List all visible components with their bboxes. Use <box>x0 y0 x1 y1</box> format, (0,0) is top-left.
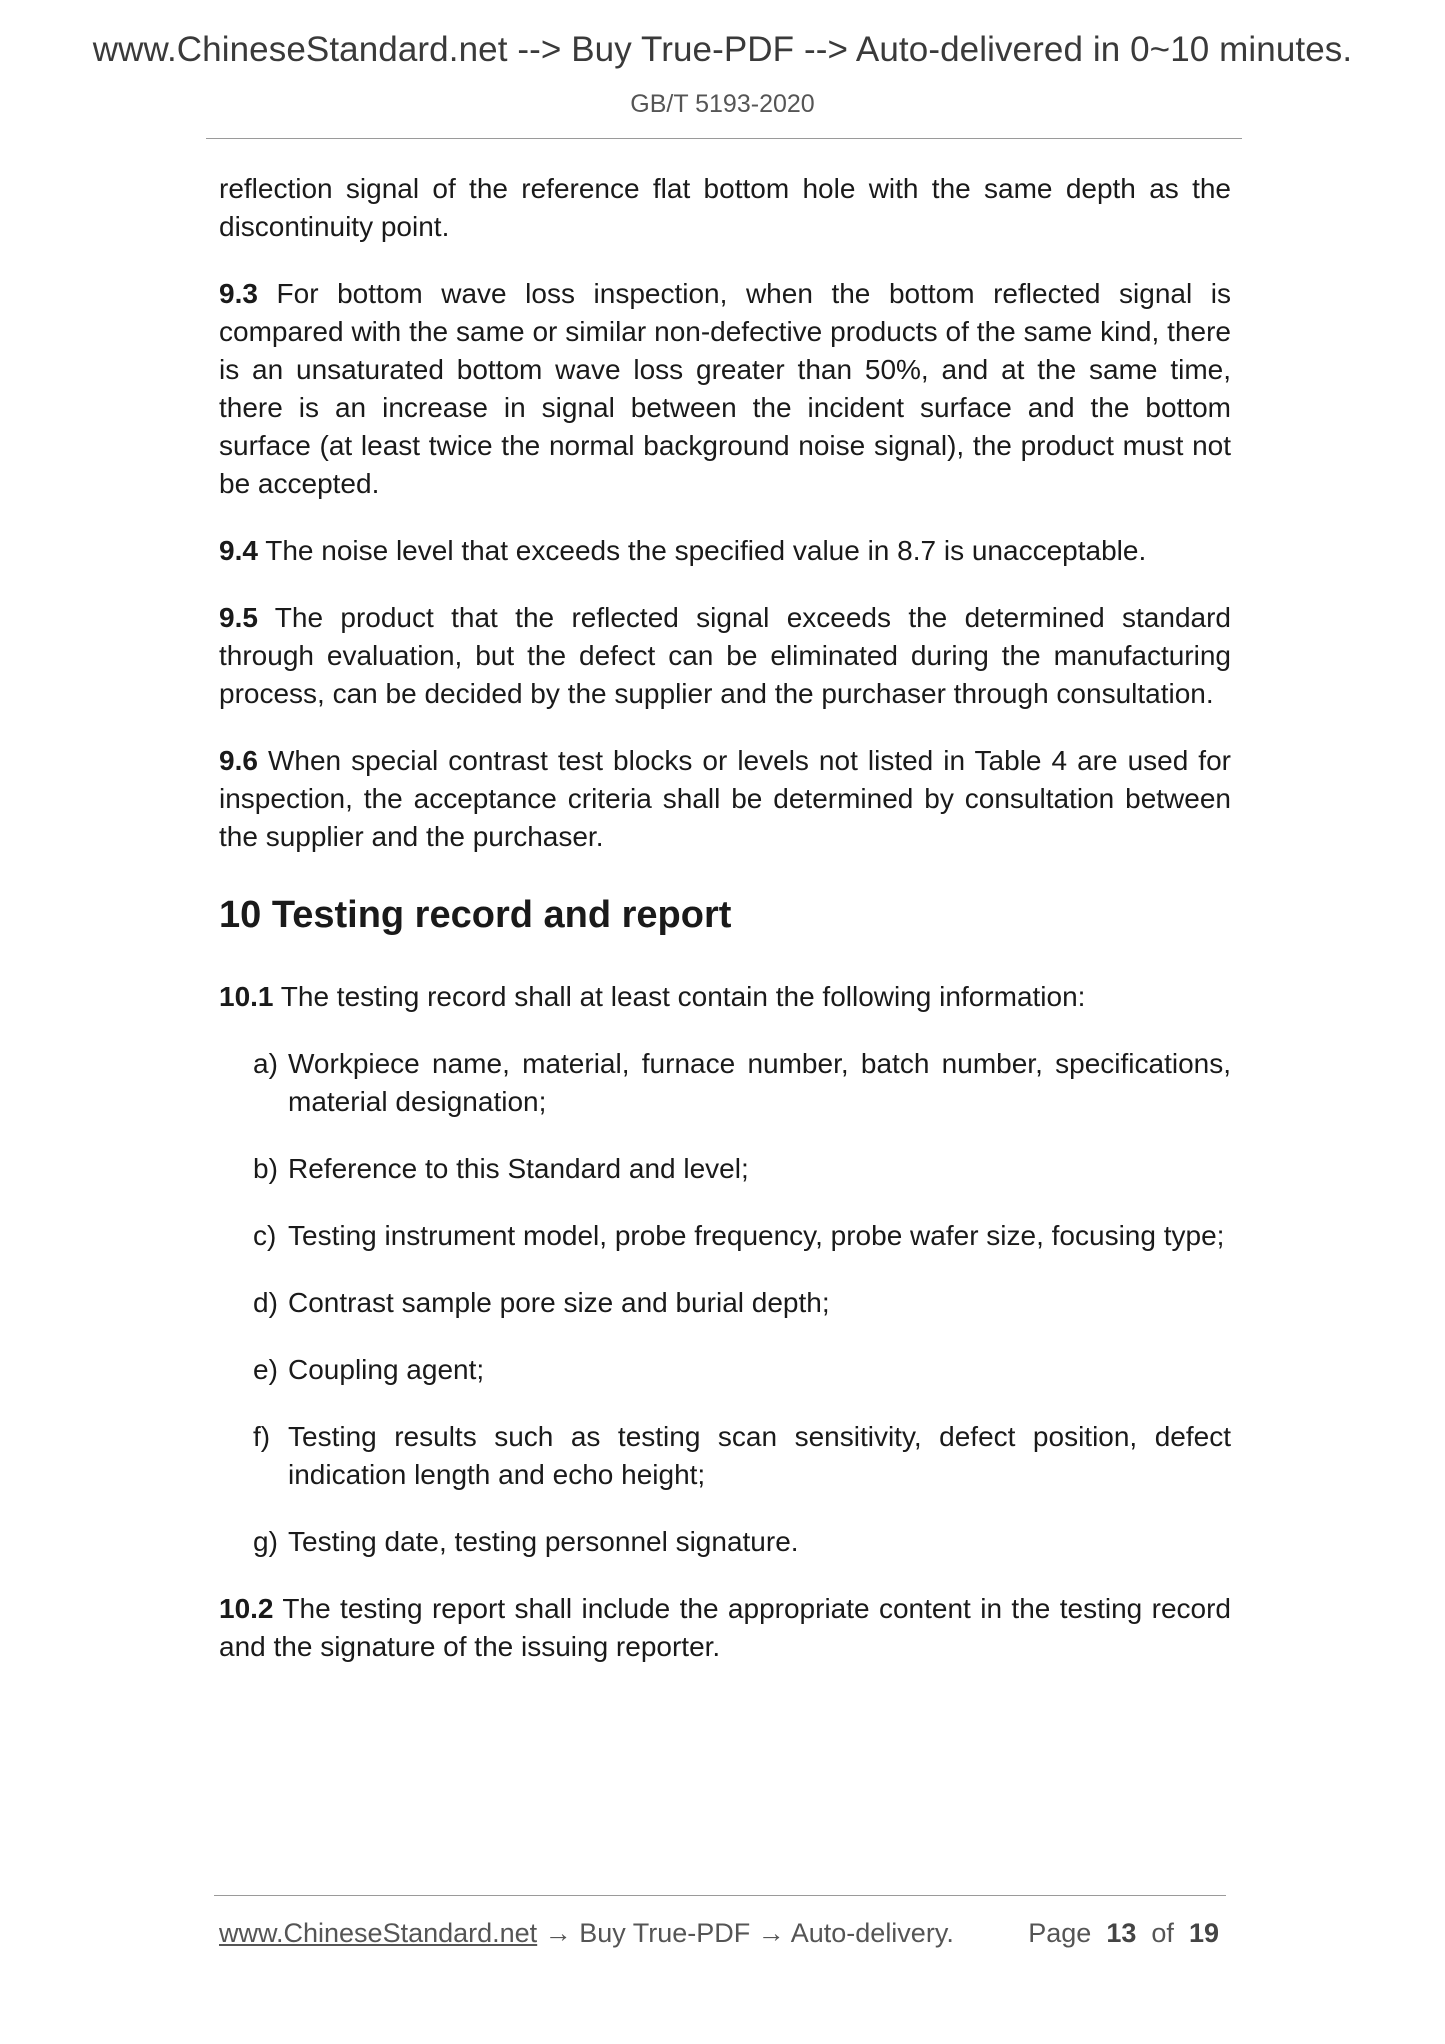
list-item <box>253 1351 1231 1389</box>
list-marker: c) <box>253 1220 277 1251</box>
clause-text: The noise level that exceeds the specified value in 8.7 is unacceptable. <box>265 535 1147 566</box>
clause-9-4 <box>219 532 1231 570</box>
section-10-heading: 10 Testing record and report <box>219 894 732 936</box>
list-item <box>253 1045 1231 1121</box>
page-of-label: of <box>1151 1918 1174 1948</box>
clause-text: The product that the reflected signal exceeds the determined standard through evaluation, but the defect can be eliminated during the manufacturing process, can be decided by the supplier and the purchaser through consultation. <box>219 602 1231 709</box>
clause-number: 9.5 <box>219 602 258 633</box>
list-item <box>253 1523 1231 1561</box>
footer-divider <box>214 1895 1226 1896</box>
continuation-paragraph: reflection signal of the reference flat bottom hole with the same depth as the discontinuity point. <box>219 173 1231 242</box>
footer-site-link[interactable]: www.ChineseStandard.net <box>219 1918 538 1948</box>
list-item-text: Contrast sample pore size and burial depth; <box>288 1287 830 1318</box>
clause-9-3 <box>219 275 1231 503</box>
clause-number: 10.1 <box>219 981 274 1012</box>
clause-text: The testing report shall include the appropriate content in the testing record and the signature of the issuing reporter. <box>219 1593 1232 1662</box>
list-item <box>253 1217 1231 1255</box>
list-marker: g) <box>253 1526 278 1557</box>
clause-9-6 <box>219 742 1231 856</box>
footer-tagline-text: → Buy True-PDF → Auto-delivery. <box>537 1918 954 1948</box>
clause-10-1 <box>219 978 1231 1016</box>
list-marker: a) <box>253 1048 278 1079</box>
list-item-text: Testing instrument model, probe frequency, probe wafer size, focusing type; <box>288 1220 1225 1251</box>
list-marker: e) <box>253 1354 278 1385</box>
clause-number: 9.6 <box>219 745 258 776</box>
total-pages-number: 19 <box>1188 1918 1219 1948</box>
clause-number: 9.3 <box>219 278 258 309</box>
list-marker: f) <box>253 1421 271 1452</box>
list-item-text: Testing results such as testing scan sensitivity, defect position, defect indication length and echo height; <box>288 1421 1231 1490</box>
list-item-text: Testing date, testing personnel signature. <box>288 1526 799 1557</box>
clause-number: 10.2 <box>219 1593 274 1624</box>
clause-10-2 <box>219 1590 1231 1666</box>
clause-text: The testing record shall at least contain the following information: <box>280 981 1086 1012</box>
list-marker: d) <box>253 1287 278 1318</box>
top-banner: www.ChineseStandard.net --> Buy True-PDF --> Auto-delivered in 0~10 minutes. <box>92 30 1353 69</box>
clause-text: For bottom wave loss inspection, when the bottom reflected signal is compared with the same or similar non-defective products of the same kind, there is an unsaturated bottom wave loss greater than 50%, and at the same time, there is an increase in signal between the incident surface and the bottom surface (at least twice the normal background noise signal), the product must not be accepted. <box>219 278 1232 499</box>
current-page-number: 13 <box>1106 1918 1137 1948</box>
list-item-text: Reference to this Standard and level; <box>288 1153 749 1184</box>
header-divider <box>206 138 1242 139</box>
clause-text: When special contrast test blocks or levels not listed in Table 4 are used for inspection, the acceptance criteria shall be determined by consultation between the supplier and the purchaser. <box>219 745 1231 852</box>
standard-code: GB/T 5193-2020 <box>630 90 815 118</box>
clause-number: 9.4 <box>219 535 258 566</box>
list-item-text: Workpiece name, material, furnace number, batch number, specifications, material designation; <box>288 1048 1231 1117</box>
footer-tagline <box>219 1918 954 1949</box>
list-item <box>253 1418 1231 1494</box>
page-indicator <box>1028 1918 1219 1949</box>
list-item <box>253 1150 1231 1188</box>
page-label: Page <box>1028 1918 1092 1948</box>
list-marker: b) <box>253 1153 278 1184</box>
list-item <box>253 1284 1231 1322</box>
list-item-text: Coupling agent; <box>288 1354 485 1385</box>
document-body <box>219 170 1231 1695</box>
clause-9-5 <box>219 599 1231 713</box>
